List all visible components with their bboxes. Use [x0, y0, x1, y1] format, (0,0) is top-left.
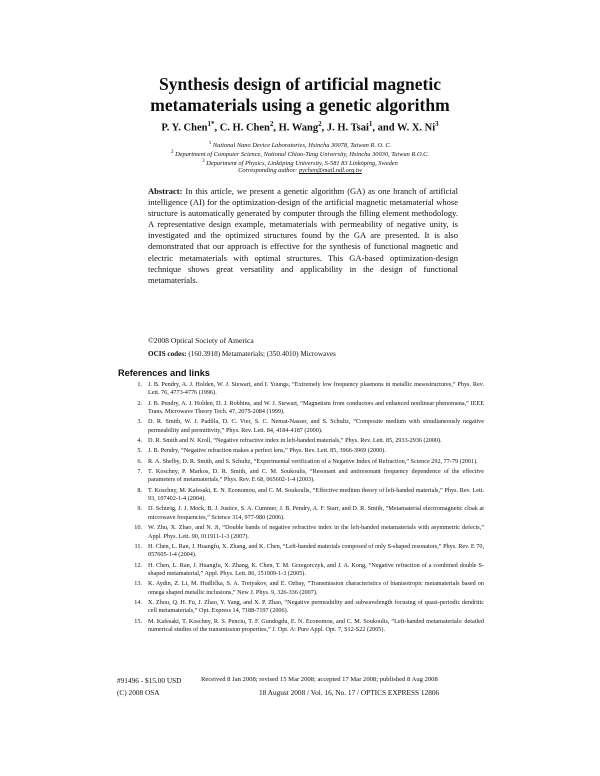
author-list: P. Y. Chen$^{1*}$, C. H. Chen$^2$, H. Wang$^2$, J. H. Tsai$^1$, and W. X. Ni$^3$ [161, 120, 439, 134]
reference-number: 6. [137, 457, 142, 465]
reference-number: 14. [134, 598, 142, 606]
corresponding-author [60, 166, 540, 175]
author-affiliation-mark: 2 [318, 120, 322, 128]
paper-title [100, 74, 500, 116]
reference-number: 13. [134, 580, 142, 588]
reference-item [118, 400, 484, 417]
affiliation-mark: 1 [208, 141, 212, 146]
corresponding-email-link[interactable]: pychen@mail.ndl.org.tw [298, 167, 362, 174]
references-heading: References and links [118, 368, 210, 378]
ocis-text: (160.3918) Metamaterials; (350.4010) Microwaves [188, 350, 336, 358]
affiliation-text: Department of Physics, Linköping University, S-581 83 Linköping, Sweden [206, 160, 398, 168]
reference-item [118, 458, 484, 466]
title-line-2: metamaterials using a genetic algorithm [150, 95, 450, 115]
reference-item [118, 468, 484, 485]
reference-text: H. Chen, L. Ran, J. Huangfu, X. Zhang, K. Chen, T. M. Grzegorczyk, and J. A. Kong, “Negative refraction of a combined double S-shaped metamaterial,” Appl. Phys. Lett. 86, 151909-1-3 (2005). [148, 561, 484, 577]
affiliation-text: National Nano Device Laboratories, Hsinchu 30078, Taiwan R. O. C. [212, 142, 392, 150]
footer-issue: 18 August 2008 / Vol. 16, No. 17 / OPTICS EXPRESS 12806 [259, 688, 440, 697]
ocis-codes [148, 350, 336, 358]
reference-text: M. Kafesaki, T. Koschny, R. S. Penciu, T. F. Gundogdu, E. N. Economou, and C. M. Soukoulis, “Left-handed metamaterials: detailed numerical studies of the transmission properties,” J. Opt. A: Pure Appl. Opt. 7, S12-S22 (2005). [148, 617, 484, 634]
author-name: J. H. Tsai [326, 122, 369, 134]
reference-text: X. Zhou, Q. H. Fu, J. Zhao, Y. Yang, and X. P. Zhao, “Negative permeability and subwavelength focusing of quasi-periodic dendritic cell metamaterials,” Opt. Express 14, 7188-7197 (2006). [148, 598, 484, 615]
reference-item [118, 505, 484, 522]
reference-number: 4. [137, 437, 142, 445]
reference-item [118, 599, 484, 616]
reference-number: 1. [137, 381, 142, 388]
reference-number: 3. [137, 418, 142, 426]
reference-text: K. Aydin, Z. Li, M. Hudlička, S. A. Tretyakov, and E. Ozbay, “Transmission characteristics of bianisotropic metamaterials based on omega shaped metallic inclusions,” New J. Phys. 9, 326-336 (2007). [148, 580, 484, 596]
reference-text: J. B. Pendry, A. J. Holden, W. J. Stewart, and I. Youngs, “Extremely low frequency plasmons in metallic mesostructures,” Phys. Rev. Lett. 76, 4773-4776 (1996). [148, 381, 484, 397]
reference-text: H. Chen, L. Ran, J. Huangfu, X. Zhang, and K. Chen, “Left-handed materials composed of only S-shaped resonators,” Phys. Rev. E 70, 057605-1-4 (2004). [148, 542, 484, 559]
reference-text: D. Schurig, J. J. Mock, B. J. Justice, S. A. Cummer, J. B. Pendry, A. F. Starr, and D. R. Smith, “Metamaterial electromagnetic cloak at microwave frequencies,” Science 314, 977-980 (2006). [148, 505, 484, 521]
reference-list [118, 381, 484, 636]
reference-text: D. R. Smith and N. Kroll, “Negative refractive index in left-handed materials,” Phys. Rev. Lett. 85, 2933-2936 (2000). [148, 437, 442, 445]
reference-text: J. B. Pendry, A. J. Holden, D. J. Robbins, and W. J. Stewart, “Magnetism from conductors and enhanced nonlinear phenomena,” IEEE Trans. Microwave Theory Tech. 47, 2075-2084 (1999). [148, 399, 484, 416]
reference-text: R. A. Shelby, D. R. Smith, and S. Schultz, “Experimental verification of a Negative Index of Refraction,” Science 292, 77-79 (2001). [148, 457, 478, 465]
reference-item [118, 447, 484, 455]
reference-item [118, 487, 484, 504]
reference-number: 11. [134, 542, 142, 550]
reference-item [118, 618, 484, 635]
reference-item [118, 524, 484, 541]
author-name: H. Wang [278, 122, 319, 134]
abstract-label: Abstract: [148, 186, 183, 196]
reference-item [118, 418, 484, 435]
reference-number: 15. [134, 617, 142, 625]
affiliation-mark: 2 [170, 150, 174, 155]
reference-text: W. Zhu, X. Zhao, and N. Ji, “Double bands of negative refractive index in the left-handed metamaterials with asymmetric defects,” Appl. Phys. Lett. 90, 011911-1-3 (2007). [148, 524, 484, 540]
abstract-text: In this article, we present a genetic algorithm (GA) as one branch of artificial intelligence (AI) for the optimization-design of the artificial magnetic metamaterial whose structure is automatically generated by computer through the filling element methodology. A representative design example, metamaterials with permeability of negative unity, is investigated and the optimized structures found by the GA are presented. It is also demonstrated that our approach is effective for the synthesis of functional magnetic and electric metamaterials with optimal structures. This GA-based optimization-design technique shows great versatility and applicability in the design of functional metamaterials. [148, 186, 459, 285]
footer-catalog: #91496 - $15.00 USD [117, 676, 182, 685]
author-affiliation-mark: 1* [207, 120, 215, 128]
reference-item [118, 381, 484, 398]
author-affiliation-mark: 3 [435, 120, 439, 128]
copyright-line: ©2008 Optical Society of America [148, 336, 254, 345]
reference-number: 8. [137, 486, 142, 494]
footer-received: Received 8 Jan 2008; revised 15 Mar 2008; accepted 17 Mar 2008; published 8 Aug 2008 [201, 676, 438, 683]
reference-text: T. Koschny, P. Markos, D. R. Smith, and C. M. Soukoulis, “Resonant and antiresonant frequency dependence of the effective parameters of metamaterials,” Phys. Rev. E 68, 065602-1-4 (2003). [148, 468, 484, 484]
reference-text: J. B. Pendry, “Negative refraction makes a perfect lens,” Phys. Rev. Lett. 85, 3966-3969 (2000). [148, 447, 386, 455]
affiliation-mark: 3 [202, 159, 205, 164]
abstract [148, 186, 458, 286]
author-affiliation-mark: 1 [368, 120, 373, 128]
reference-number: 2. [137, 399, 142, 407]
author-affiliation-mark: 2 [269, 120, 274, 128]
reference-item [118, 580, 484, 597]
author-name: P. Y. Chen [161, 122, 208, 134]
reference-number: 7. [137, 468, 142, 475]
reference-item [118, 562, 484, 579]
ocis-label: OCIS codes: [148, 350, 187, 358]
reference-number: 12. [134, 561, 142, 569]
title-line-1: Synthesis design of artificial magnetic [159, 74, 441, 94]
reference-number: 9. [137, 505, 142, 513]
reference-item [118, 543, 484, 560]
reference-item [118, 437, 484, 445]
author-name: C. H. Chen [219, 122, 270, 134]
affiliation-text: Department of Computer Science, National Chiao-Tung University, Hsinchu 30030, Taiwan R.O.C. [175, 151, 430, 159]
author-name: and W. X. Ni [377, 122, 436, 134]
reference-text: D. R. Smith, W. J. Padilla, D. C. Vier, S. C. Nemat-Nasser, and S. Schultz, “Composite medium with simultaneously negative permeability and permittivity,” Phys. Rev. Lett. 84, 4184-4187 (2000). [148, 418, 484, 434]
footer-osa: (C) 2008 OSA [117, 688, 160, 697]
corresponding-label: Corresponding author: [238, 167, 298, 174]
reference-number: 10. [134, 524, 142, 532]
reference-text: T. Koschny, M. Kafesaki, E. N. Economou, and C. M. Soukoulis, “Effective medium theory of left-handed materials,” Phys. Rev. Lett. 93, 107402-1-4 (2004). [148, 486, 484, 503]
reference-number: 5. [137, 447, 142, 455]
